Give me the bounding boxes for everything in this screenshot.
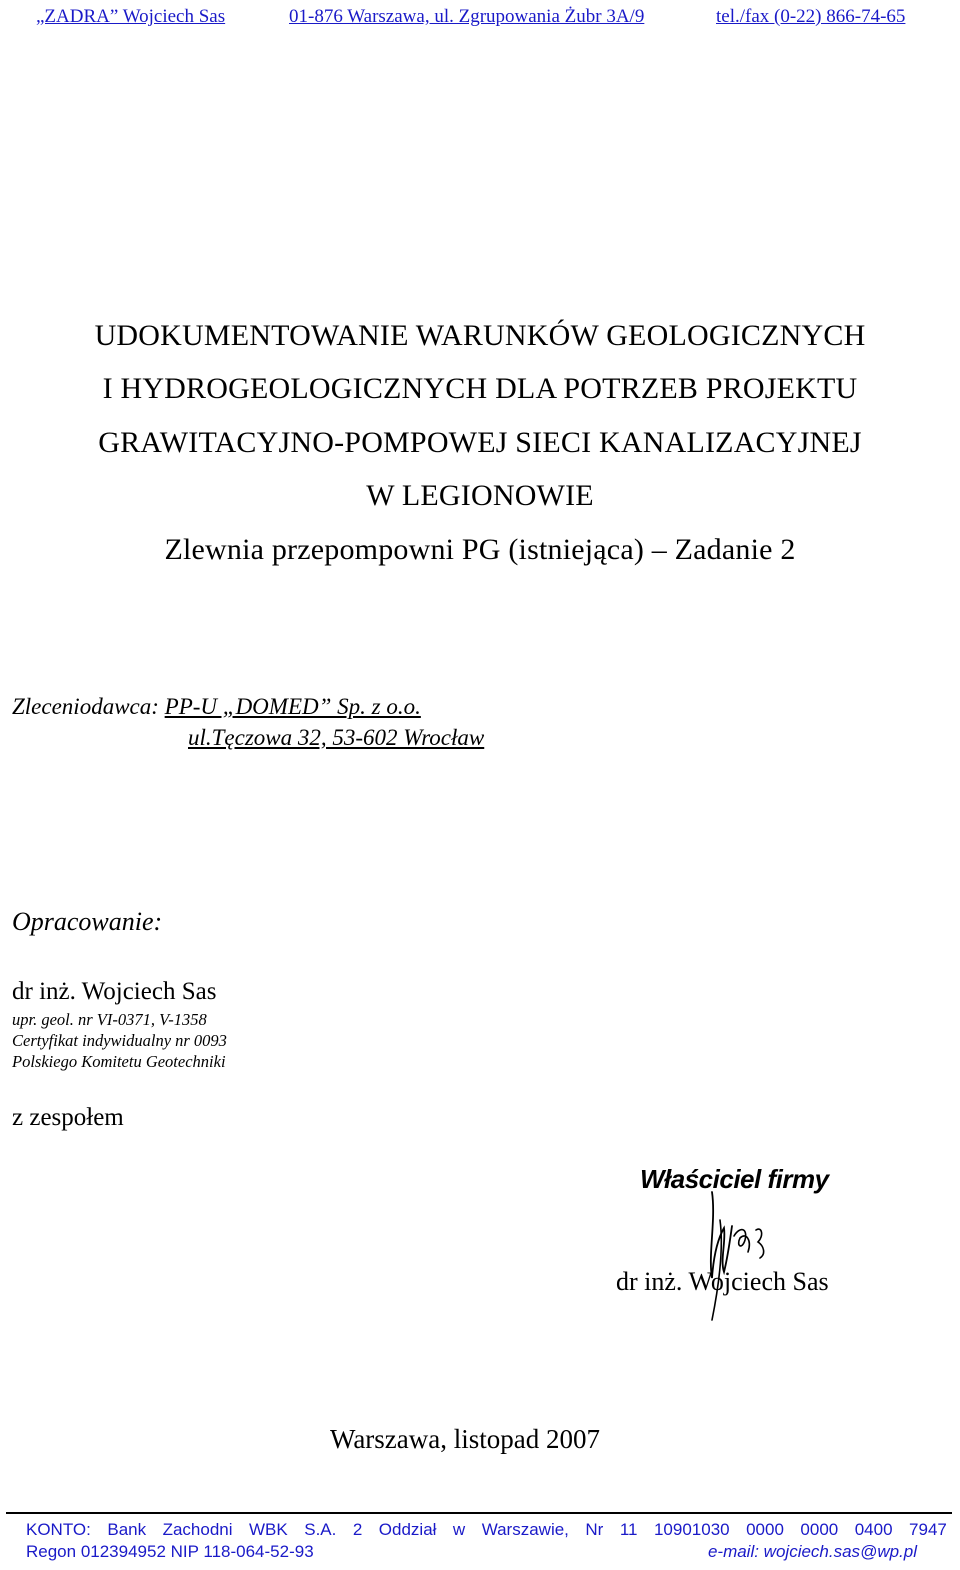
footer-word: 0000: [800, 1520, 839, 1539]
header-company: „ZADRA” Wojciech Sas: [36, 6, 226, 27]
header-phone: tel./fax (0-22) 866-74-65: [716, 6, 906, 27]
footer-word: Oddział: [378, 1520, 437, 1539]
owner-label: Właściciel firmy: [640, 1164, 829, 1194]
certificate-line: Certyfikat indywidualny nr 0093: [12, 1031, 227, 1050]
prepared-label: Opracowanie:: [12, 907, 163, 936]
footer-word: KONTO:: [26, 1520, 91, 1539]
footer-word: Nr: [585, 1520, 604, 1539]
signature-image: [690, 1180, 800, 1325]
header-address: 01-876 Warszawa, ul. Zgrupowania Żubr 3A/9: [289, 6, 645, 27]
author-name: dr inż. Wojciech Sas: [12, 978, 217, 1005]
title-line-2: I HYDROGEOLOGICZNYCH DLA POTRZEB PROJEKTU: [102, 372, 858, 405]
owner-name: dr inż. Wojciech Sas: [616, 1267, 829, 1296]
footer-regon-nip: Regon 012394952 NIP 118-064-52-93: [26, 1542, 314, 1561]
footer-divider: [6, 1512, 952, 1514]
place-date: Warszawa, listopad 2007: [330, 1424, 600, 1454]
title-line-5: Zlewnia przepompowni PG (istniejąca) – Zadanie 2: [164, 533, 796, 566]
license-line: upr. geol. nr VI-0371, V-1358: [12, 1010, 207, 1029]
footer-email-link[interactable]: e-mail: wojciech.sas@wp.pl: [707, 1542, 917, 1561]
footer-word: 7947: [909, 1520, 947, 1539]
footer-word: 0000: [746, 1520, 784, 1539]
footer-word: WBK: [249, 1520, 288, 1539]
title-line-1: UDOKUMENTOWANIE WARUNKÓW GEOLOGICZNYCH: [94, 319, 866, 352]
client-label: Zleceniodawca:: [12, 694, 159, 719]
footer-word: w: [452, 1520, 466, 1539]
committee-line: Polskiego Komitetu Geotechniki: [12, 1052, 226, 1071]
footer-word: Bank: [107, 1520, 147, 1539]
team-line: z zespołem: [12, 1104, 124, 1131]
client-name: PP-U „DOMED” Sp. z o.o.: [164, 694, 421, 719]
footer-word: S.A.: [304, 1520, 337, 1539]
footer-word: Zachodni: [162, 1520, 233, 1539]
client-address: ul.Tęczowa 32, 53-602 Wrocław: [188, 725, 485, 750]
footer-word: 0400: [854, 1520, 893, 1539]
title-line-3: GRAWITACYJNO-POMPOWEJ SIECI KANALIZACYJNEJ: [98, 426, 862, 459]
footer-account-line: [26, 1519, 947, 1540]
footer-word: Warszawie,: [481, 1520, 569, 1539]
footer-word: 11: [619, 1520, 638, 1539]
footer-word: 10901030: [653, 1520, 730, 1539]
client-row: [12, 693, 421, 721]
title-line-4: W LEGIONOWIE: [366, 479, 594, 512]
footer-word: 2: [352, 1520, 363, 1539]
